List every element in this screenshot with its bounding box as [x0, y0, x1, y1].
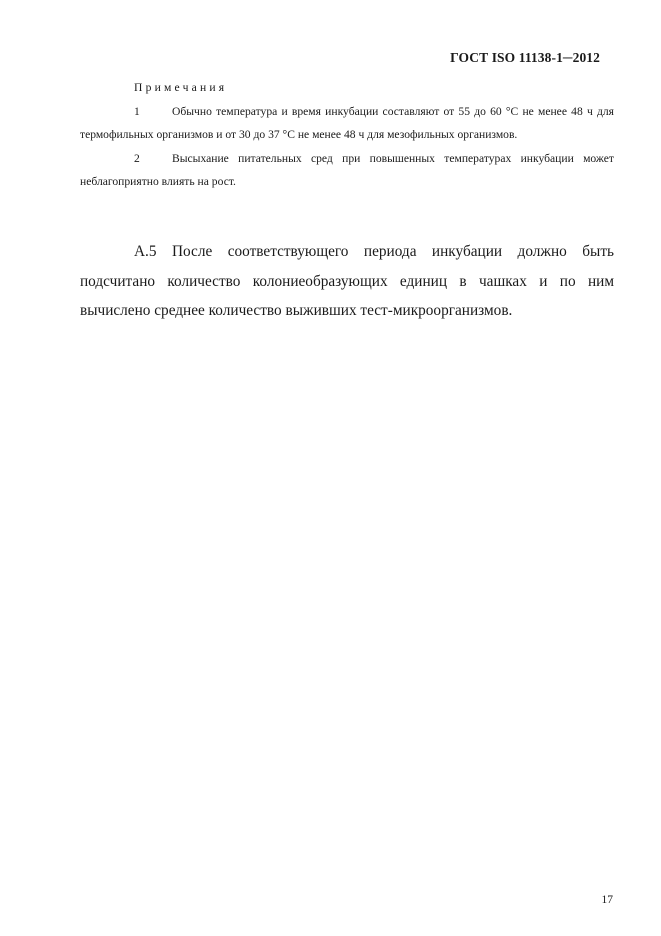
note-text: Обычно температура и время инкубации составляют от 55 до 60 °С не менее 48 ч для термофильных организмов и от 30 до 37 °С не менее 48 ч для мезофильных организмов. [80, 104, 614, 141]
paragraph-a5: А.5 После соответствующего периода инкубации должно быть подсчитано количество колониеобразующих единиц в чашках и по ним вычислено среднее количество выживших тест-микроорганизмов. [80, 243, 614, 319]
page-number: 17 [601, 894, 613, 906]
note-item [80, 147, 614, 194]
note-number: 2 [134, 151, 140, 165]
notes-section [80, 76, 614, 194]
notes-title: Примечания [134, 81, 228, 94]
note-item [80, 100, 614, 147]
note-number: 1 [134, 104, 140, 118]
document-header: ГОСТ ISO 11138-1─2012 [450, 50, 600, 65]
note-text: Высыхание питательных сред при повышенных температурах инкубации может неблагоприятно влиять на рост. [80, 151, 614, 188]
